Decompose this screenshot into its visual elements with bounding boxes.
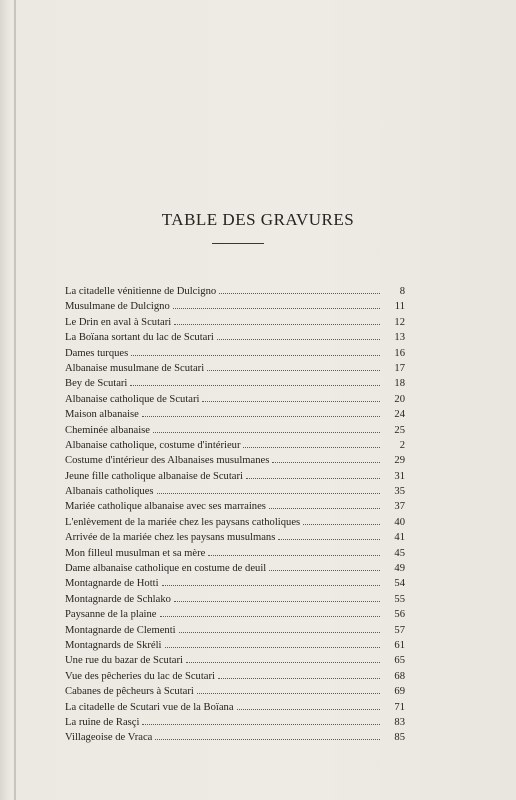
dot-leader <box>303 514 380 525</box>
entry-title: Montagnards de Skréli <box>65 639 162 651</box>
entry-page-number: 18 <box>394 378 405 390</box>
toc-entry <box>65 452 405 467</box>
dot-leader <box>155 729 380 740</box>
dot-leader <box>197 683 380 694</box>
dot-leader <box>217 329 380 340</box>
toc-entry <box>65 729 405 744</box>
toc-entry <box>65 345 405 360</box>
entry-title: Dames turques <box>65 347 129 359</box>
entry-title: Albanais catholiques <box>65 486 154 498</box>
entry-title: Vue des pêcheries du lac de Scutari <box>65 670 215 682</box>
toc-entry <box>65 591 405 606</box>
entry-page-number: 61 <box>394 639 405 651</box>
entry-page-number: 12 <box>394 316 405 328</box>
dot-leader <box>153 422 380 433</box>
entry-title: Cheminée albanaise <box>65 424 151 436</box>
dot-leader <box>160 606 381 617</box>
dot-leader <box>173 298 380 309</box>
dot-leader <box>208 545 380 556</box>
entry-page-number: 54 <box>394 578 405 590</box>
entry-title: Cabanes de pêcheurs à Scutari <box>65 686 194 698</box>
entry-page-number: 2 <box>399 439 405 451</box>
page-spine-shadow <box>14 0 16 800</box>
dot-leader <box>278 529 380 540</box>
entry-title: Montagnarde de Schlako <box>65 593 171 605</box>
entry-page-number: 83 <box>394 716 405 728</box>
toc-entry <box>65 652 405 667</box>
entry-page-number: 8 <box>399 286 405 297</box>
entry-page-number: 17 <box>394 362 405 374</box>
entry-title: L'enlèvement de la mariée chez les paysans catholiques <box>65 516 301 528</box>
dot-leader <box>269 498 380 509</box>
entry-page-number: 71 <box>394 701 405 713</box>
toc-entry <box>65 699 405 714</box>
entry-title: Bey de Scutari <box>65 378 128 390</box>
dot-leader <box>269 560 380 571</box>
entry-title: Albanaise musulmane de Scutari <box>65 362 205 374</box>
entry-title: Le Drin en aval à Scutari <box>65 316 172 328</box>
toc-entry <box>65 683 405 698</box>
entry-title: Une rue du bazar de Scutari <box>65 655 183 667</box>
dot-leader <box>246 468 380 479</box>
page-title: TABLE DES GRAVURES <box>161 210 355 229</box>
entry-title: Montagnarde de Hotti <box>65 578 159 590</box>
entry-title: Montagnarde de Clementi <box>65 624 176 636</box>
dot-leader <box>142 406 380 417</box>
entry-page-number: 65 <box>394 655 405 667</box>
entry-page-number: 55 <box>394 593 405 605</box>
dot-leader <box>202 391 380 402</box>
entry-page-number: 57 <box>394 624 405 636</box>
entry-page-number: 56 <box>394 609 405 621</box>
dot-leader <box>186 652 380 663</box>
entry-title: Villageoise de Vraca <box>65 732 153 744</box>
toc-entry <box>65 606 405 621</box>
entry-title: Jeune fille catholique albanaise de Scutari <box>65 470 243 482</box>
entry-page-number: 35 <box>394 486 405 498</box>
entry-page-number: 37 <box>394 501 405 513</box>
entry-title: Albanaise catholique, costume d'intérieur <box>65 439 241 451</box>
entry-title: La ruine de Rasçi <box>65 716 140 728</box>
table-of-engravings <box>65 283 405 745</box>
entry-title: Arrivée de la mariée chez les paysans musulmans <box>65 532 276 544</box>
title-rule <box>212 243 264 244</box>
entry-title: Costume d'intérieur des Albanaises musulmanes <box>65 455 270 467</box>
dot-leader <box>237 699 380 710</box>
entry-title: La citadelle vénitienne de Dulcigno <box>65 286 217 297</box>
entry-title: Musulmane de Dulcigno <box>65 301 170 313</box>
entry-title: Mariée catholique albanaise avec ses marraines <box>65 501 266 513</box>
toc-entry <box>65 622 405 637</box>
entry-page-number: 68 <box>394 670 405 682</box>
entry-page-number: 40 <box>394 516 405 528</box>
dot-leader <box>131 345 380 356</box>
toc-entry <box>65 637 405 652</box>
entry-title: Paysanne de la plaine <box>65 609 157 621</box>
entry-title: La Boïana sortant du lac de Scutari <box>65 332 214 344</box>
dot-leader <box>174 314 380 325</box>
entry-page-number: 49 <box>394 563 405 575</box>
entry-page-number: 13 <box>394 332 405 344</box>
entry-title: La citadelle de Scutari vue de la Boïana <box>65 701 234 713</box>
toc-entry <box>65 514 405 529</box>
toc-entry <box>65 714 405 729</box>
toc-entry <box>65 360 405 375</box>
dot-leader <box>130 375 380 386</box>
toc-entry <box>65 437 405 452</box>
entry-title: Mon filleul musulman et sa mère <box>65 547 206 559</box>
entry-page-number: 31 <box>394 470 405 482</box>
entry-page-number: 24 <box>394 409 405 421</box>
entry-page-number: 16 <box>394 347 405 359</box>
entry-title: Dame albanaise catholique en costume de deuil <box>65 563 267 575</box>
toc-entry <box>65 575 405 590</box>
entry-page-number: 45 <box>394 547 405 559</box>
toc-entry <box>65 314 405 329</box>
entry-page-number: 20 <box>394 393 405 405</box>
dot-leader <box>272 452 380 463</box>
toc-entry <box>65 422 405 437</box>
dot-leader <box>218 668 380 679</box>
entry-page-number: 85 <box>394 732 405 744</box>
toc-entry <box>65 375 405 390</box>
toc-entry <box>65 283 405 298</box>
entry-title: Maison albanaise <box>65 409 139 421</box>
entry-page-number: 25 <box>394 424 405 436</box>
toc-entry <box>65 668 405 683</box>
dot-leader <box>162 575 380 586</box>
toc-entry <box>65 391 405 406</box>
toc-entry <box>65 545 405 560</box>
toc-entry <box>65 498 405 513</box>
dot-leader <box>165 637 380 648</box>
toc-entry <box>65 298 405 313</box>
entry-page-number: 69 <box>394 686 405 698</box>
dot-leader <box>157 483 380 494</box>
entry-title: Albanaise catholique de Scutari <box>65 393 200 405</box>
entry-page-number: 29 <box>394 455 405 467</box>
dot-leader <box>174 591 380 602</box>
dot-leader <box>142 714 380 725</box>
dot-leader <box>243 437 380 448</box>
toc-entry <box>65 468 405 483</box>
toc-entry <box>65 483 405 498</box>
dot-leader <box>219 283 380 294</box>
toc-entry <box>65 406 405 421</box>
entry-page-number: 11 <box>394 301 405 313</box>
dot-leader <box>207 360 380 371</box>
dot-leader <box>179 622 380 633</box>
toc-entry <box>65 329 405 344</box>
toc-entry <box>65 529 405 544</box>
toc-entry <box>65 560 405 575</box>
entry-page-number: 41 <box>394 532 405 544</box>
